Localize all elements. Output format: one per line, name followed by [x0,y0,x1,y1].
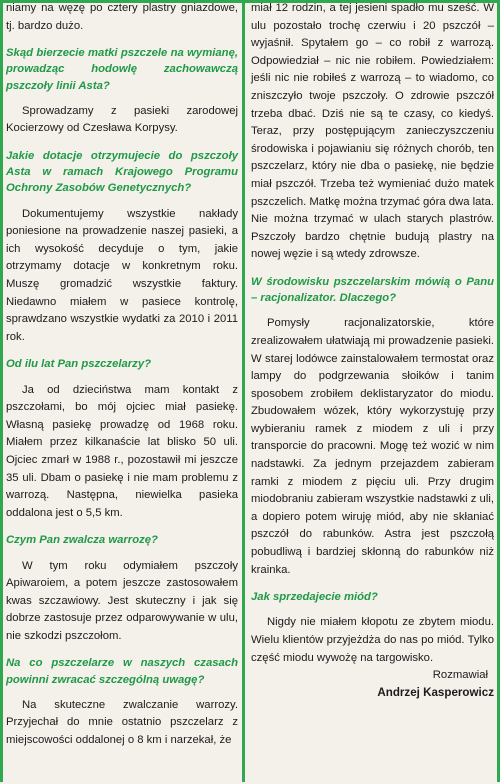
question-heading: Czym Pan zwalcza warrozę? [6,534,158,547]
question-heading: Na co pszczelarze w naszych czasach powinni zwracać szczególną uwagę? [6,657,238,686]
answer-paragraph: Nigdy nie miałem kłopotu ze zbytem miodu. Wielu klientów przyjeżdża do nas po miód. Tylko część miodu wywożę na targowisko. [251,616,494,664]
answer-paragraph: Pomysły racjonalizatorskie, które zrealizowałem ułatwiają mi prowadzenie pasieki. W starej lodówce zainstalowałem termostat oraz lampy do podgrzewania słoików i tanim sposobem zrobiłem deklistaryzator do miodu. Zbudowałem wózek, który wykorzystuję przy wybieraniu ramek z miodem z uli i przy transporcie do pracowni. Mogę też wozić w nim nadstawki. Za jednym przejazdem zabieram ramki z miodem z pięciu uli. Przy drugim miodobraniu zabieram wszystkie nadstawki z uli, a dopiero potem wiruję miód, aby nie skłaniać pszczół do rabunków. Astra jest pszczołą pobudliwą i bardziej skłonną do rabunków niż krainka. [251,317,494,576]
answer-paragraph: Dokumentujemy wszystkie nakłady poniesione na prowadzenie naszej pasieki, a ich wysokość decyduje o tym, jakie otrzymamy dotacje w konkretnym roku. Muszę gromadzić wszystkie faktury. Niedawno miałem w pasiece kontrolę, sprawdzano wszystkie wydatki za 2010 i 2011 rok. [6,207,238,343]
column-divider [242,2,245,782]
answer-paragraph: Ja od dzieciństwa mam kontakt z pszczołami, bo mój ojciec miał pasiekę. Własną pasiekę prowadzę od 1968 roku. Miałem przez kilkanaście lat blisko 50 uli. Ojciec zmarł w 1988 r., pozostawił mi jeszcze 35 uli. Dbam o pasiekę i nie mam problemu z warrozą. Następna, niewielka pasieka oddalona jest o 5,5 km. [6,383,238,519]
question-heading: Od ilu lat Pan pszczelarzy? [6,358,152,371]
interviewer-label: Rozmawiał [432,669,488,682]
interviewer-name: Andrzej Kasperowicz [377,686,494,700]
paragraph-continuation: miał 12 rodzin, a tej jesieni spadło mu sześć. W ulu pozostało trochę czerwiu i 20 pszczół – wyjaśnił. Spytałem go – co robił z warrozą. Odpowiedział – nic nie robiłem. Powiedziałem: jeśli nic nie robiłeś z warrozą – to wiadomo, co zniszczyło twoje pszczoły. O zdrowie pszczół trzeba dbać. Dziś nie są te czasy, co kiedyś. Teraz, przy postępującym zanieczyszczeniu środowiska i pojawianiu się różnych chorób, ten pszczelarz, który nie dba o pasiekę, nie będzie miał pszczół. Trzeba też wymieniać dużo matek pszczelich. Matkę można trzymać góra dwa lata. Nie można trzymać w ulach starych plastrów. Pszczoły bardzo chętnie budują plastry na nowej węzie i są wtedy zdrowsze. [251,2,494,261]
question-heading: Jak sprzedajecie miód? [251,591,378,604]
answer-paragraph: Sprowadzamy z pasieki zarodowej Kocierzowy od Czesława Korpysy. [6,104,238,135]
question-heading: Skąd bierzecie matki pszczele na wymianę, prowadząc hodowlę zachowawczą pszczoły linii Asta? [6,47,238,92]
question-heading: Jakie dotacje otrzymujecie do pszczoły Asta w ramach Krajowego Programu Ochrony Zasobów Genetycznych? [6,149,238,195]
right-column [251,0,494,701]
question-heading: W środowisku pszczelarskim mówią o Panu – racjonalizator. Dlaczego? [251,275,494,305]
answer-paragraph: Na skuteczne zwalczanie warrozy. Przyjechał do mnie ostatnio pszczelarz z miejscowości oddalonej o 8 km i narzekał, że [6,698,238,747]
paragraph-continuation: niamy na węzę po cztery plastry gniazdowe, tj. bardzo dużo. [6,2,238,32]
left-border [0,2,3,782]
answer-paragraph: W tym roku odymiałem pszczoły Apiwaroiem, a potem jeszcze zastosowałem kwas szczawiowy. Jest skuteczny i jak się dobrze zastosuje przez odparowywanie w ulu, nie szkodzi pszczołom. [6,559,238,642]
left-column [6,0,238,750]
